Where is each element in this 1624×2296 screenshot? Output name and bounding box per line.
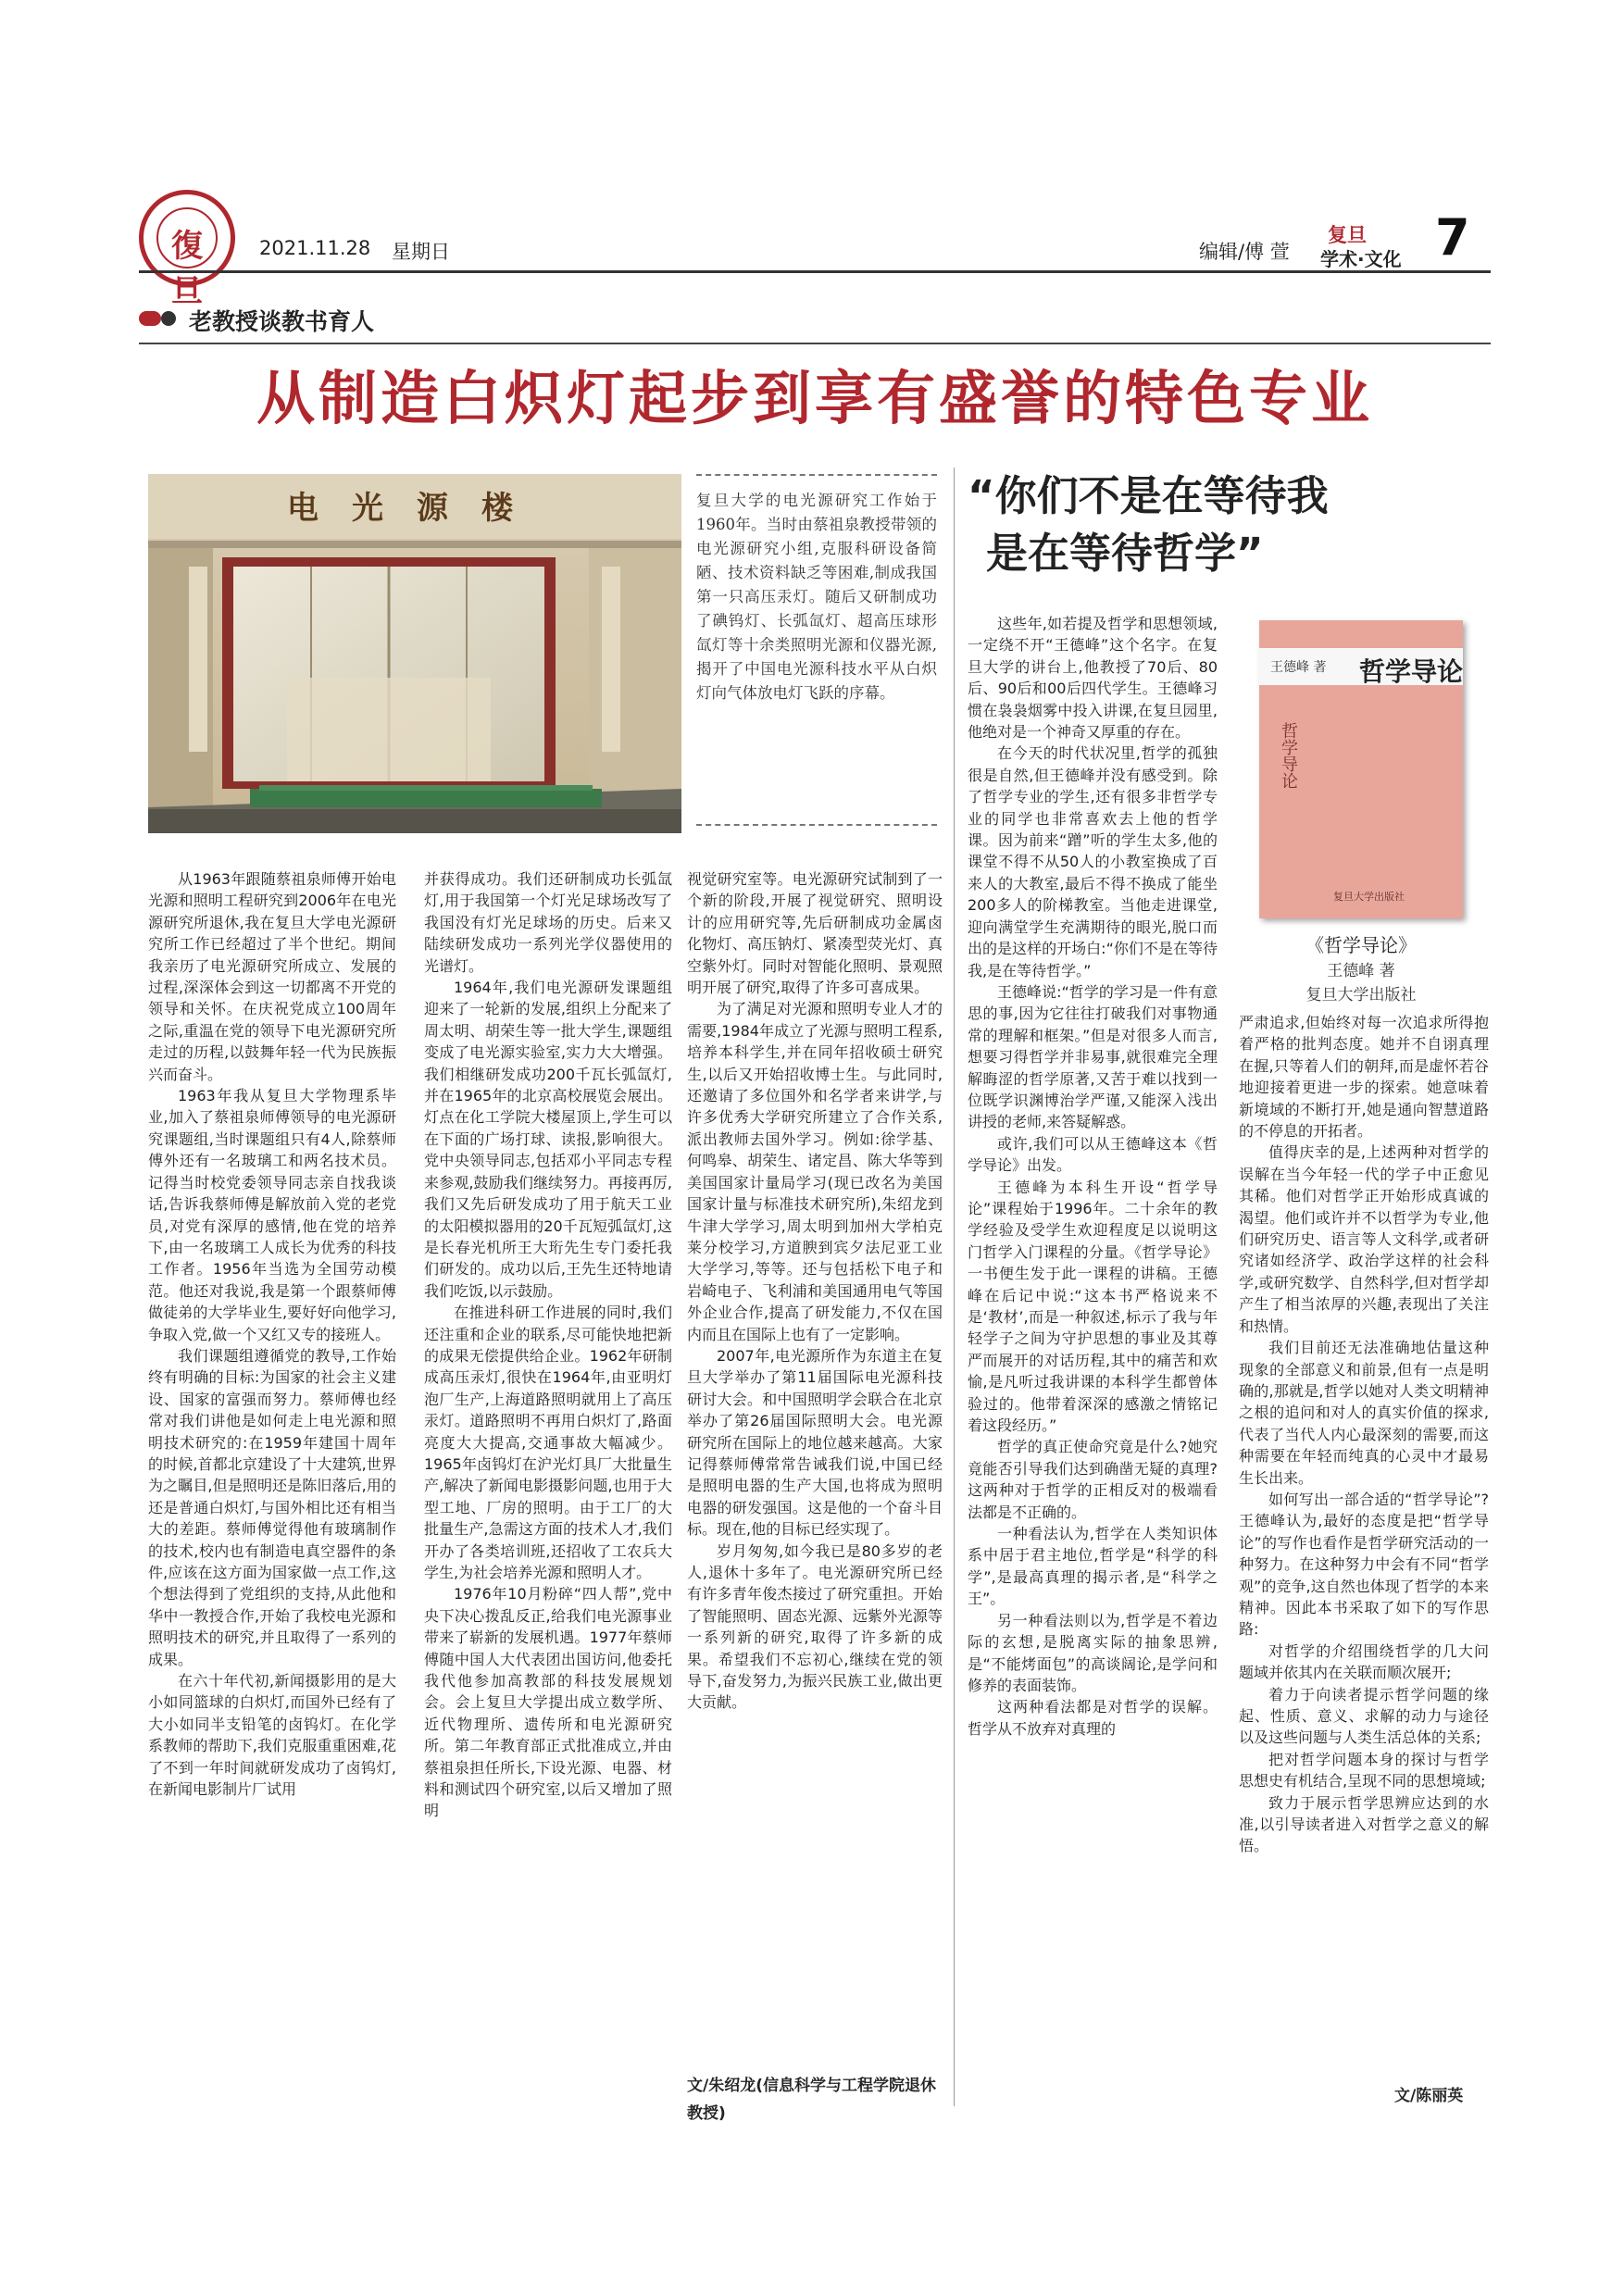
page-number: 7 <box>1435 208 1470 267</box>
article-headline: 从制造白炽灯起步到享有盛誉的特色专业 <box>256 365 1373 432</box>
logo-text: 復旦 <box>171 228 203 310</box>
masthead-section: 学术·文化 <box>1320 248 1402 270</box>
tag-rule <box>139 343 1491 344</box>
editor-credit: 编辑/傅 萱 <box>1199 241 1290 263</box>
paragraph: 着力于向读者提示哲学问题的缘起、性质、意义、求解的动力与途径以及这些问题与人类生活总体的关系; <box>1239 1685 1489 1747</box>
paragraph: 在推进科研工作进展的同时,我们还注重和企业的联系,尽可能快地把新的成果无偿提供给企业。1962年研制成高压汞灯,很快在1964年,由亚明灯泡厂生产,上海道路照明就用上了高压汞灯。道路照明不再用白炽灯了,路面亮度大大提高,交通事故大幅减少。1965年卤钨灯在沪光灯具厂大批量生产,解决了新闻电影摄影问题,也用于大型工地、厂房的照明。由于工厂的大批量生产,急需这方面的技术人才,我们开办了各类培训班,还招收了工农兵大学生,为社会培养光源和照明人才。 <box>424 1304 672 1581</box>
column-tag: 老教授谈教书育人 <box>189 308 375 335</box>
paragraph: 2007年,电光源所作为东道主在复旦大学举办了第11届国际电光源科技研讨大会。和中国照明学会联合在北京举办了第26届国际照明大会。电光源研究所在国际上的地位越来越高。大家记得蔡师傅常常告诫我们说,中国已经是照明电器的生产大国,也将成为照明电器的研发强国。这是他的一个奋斗目标。现在,他的目标已经实现了。 <box>687 1346 943 1539</box>
sidebar-headline <box>968 468 1486 582</box>
book-title: 《哲学导论》 <box>1305 934 1417 956</box>
paragraph: 我们课题组遵循党的教导,工作始终有明确的目标:为国家的社会主义建设、国家的富强而努力。蔡师傅也经常对我们讲他是如何走上电光源和照明技术研究的:在1959年建国十周年的时候,首都北京建设了十大建筑,世界为之瞩目,但是照明还是陈旧落后,用的还是普通白炽灯,与国外相比还有相当大的差距。蔡师傅觉得他有玻璃制作的技术,校内也有制造电真空器件的条件,应该在这方面为国家做一点工作,这个想法得到了党组织的支持,从此他和华中一教授合作,开始了我校电光源和照明技术的研究,并且取得了一系列的成果。 <box>148 1346 396 1668</box>
paragraph: 1976年10月粉碎“四人帮”,党中央下决心拨乱反正,给我们电光源事业带来了崭新的发展机遇。1977年蔡师傅随中国人大代表团出国访问,他委托我代他参加高教部的科技发展规划会。会上复旦大学提出成立数学所、近代物理所、遗传所和电光源研究所。第二年教育部正式批准成立,并由蔡祖泉担任所长,下设光源、电器、材料和测试四个研究室,以后又增加了照明 <box>424 1585 672 1820</box>
paragraph-continued: 并获得成功。我们还研制成功长弧氙灯,用于我国第一个灯光足球场改写了我国没有灯光足球场的历史。后来又陆续研发成功一系列光学仪器使用的光谱灯。 <box>424 870 672 975</box>
article-column-3 <box>687 868 943 1714</box>
tag-marker-red <box>139 311 161 326</box>
paragraph: 或许,我们可以从王德峰这本《哲学导论》出发。 <box>968 1134 1218 1175</box>
tag-marker-dark <box>161 311 176 326</box>
paragraph-continued: 严肃追求,但始终对每一次追求所得抱着严格的批判态度。她并不自诩真理在握,只等着人们的朝拜,而是虚怀若谷地迎接着更进一步的探索。她意味着新境域的不断打开,她是通向智慧道路的不停息的开拓者。 <box>1239 1014 1489 1141</box>
sidebar-column-2 <box>1239 1012 1489 1857</box>
paragraph: 在今天的时代状况里,哲学的孤独很是自然,但王德峰并没有感受到。除了哲学专业的学生,还有很多非哲学专业的同学也非常喜欢去上他的哲学课。因为前来“蹭”听的学生太多,他的课堂不得不从50人的小教室换成了百来人的大教室,最后不得不换成了能坐200多人的阶梯教室。当他走进课堂,迎向满堂学生充满期待的眼光,脱口而出的是这样的开场白:“你们不是在等待我,是在等待哲学。” <box>968 744 1218 980</box>
paragraph-continued: 视觉研究室等。电光源研究试制到了一个新的阶段,开展了视觉研究、照明设计的应用研究等,先后研制成功金属卤化物灯、高压钠灯、紧凑型荧光灯、真空紫外灯。同时对智能化照明、景观照明开展了研究,取得了许多可喜成果。 <box>687 870 943 997</box>
paragraph: 在六十年代初,新闻摄影用的是大小如同篮球的白炽灯,而国外已经有了大小如同半支铅笔的卤钨灯。在化学系教师的帮助下,我们克服重重困难,花了不到一年时间就研发成功了卤钨灯,在新闻电影制片厂试用 <box>148 1672 396 1799</box>
book-cover-author: 王德峰 著 <box>1270 660 1327 675</box>
photo-sign-text: 电光源楼 <box>287 490 546 527</box>
paragraph: 值得庆幸的是,上述两种对哲学的误解在当今年轻一代的学子中正愈见其稀。他们对哲学正开始形成真诚的渴望。他们或许并不以哲学为专业,他们研究历史、语言等人文科学,或者研究诸如经济学、政治学这样的社会科学,或研究数学、自然科学,但对哲学却产生了相当浓厚的兴趣,表现出了关注和热情。 <box>1239 1143 1489 1335</box>
book-author: 王德峰 著 <box>1327 962 1395 980</box>
paragraph: 王德峰为本科生开设“哲学导论”课程始于1996年。二十余年的教学经验及受学生欢迎程度足以说明这门哲学入门课程的分量。《哲学导论》一书便生发于此一课程的讲稿。王德峰在后记中说:“这本书严格说来不是‘教材’,而是一种叙述,标示了我与年轻学子之间为守护思想的事业及其尊严而展开的对话历程,其中的痛苦和欢愉,是凡听过我讲课的本科学生都曾体验过的。他带着深深的感激之情铭记着这段经历。” <box>968 1178 1218 1435</box>
article-intro: 复旦大学的电光源研究工作始于1960年。当时由蔡祖泉教授带领的电光源研究小组,克服科研设备简陋、技术资料缺乏等困难,制成我国第一只高压汞灯。随后又研制成功了碘钨灯、长弧氙灯、超高压球形氙灯等十余类照明光源和仪器光源,揭开了中国电光源科技水平从白炽灯向气体放电灯飞跃的序幕。 <box>696 492 937 702</box>
masthead-brand: 复旦 <box>1328 223 1367 246</box>
book-cover-title: 哲学导论 <box>1359 656 1464 687</box>
paragraph: 这两种看法都是对哲学的误解。哲学从不放弃对真理的 <box>968 1698 1218 1738</box>
book-publisher: 复旦大学出版社 <box>1305 986 1417 1004</box>
article-column-2 <box>424 868 672 1822</box>
paragraph: 一种看法认为,哲学在人类知识体系中居于君主地位,哲学是“科学的科学”,是最高真理的揭示者,是“科学之王”。 <box>968 1525 1218 1608</box>
logo-inner-ring <box>156 207 218 310</box>
column-divider <box>954 468 955 2106</box>
paragraph: 另一种看法则以为,哲学是不着边际的玄想,是脱离实际的抽象思辨,是“不能烤面包”的高谈阔论,是学问和修养的表面装饰。 <box>968 1611 1218 1694</box>
paragraph: 如何写出一部合适的“哲学导论”?王德峰认为,最好的态度是把“哲学导论”的写作也看作是哲学研究活动的一种努力。在这种努力中会有不同“哲学观”的竞争,这自然也体现了哲学的本来精神。因此本书采取了如下的写作思路: <box>1239 1490 1489 1639</box>
paragraph: 1963年我从复旦大学物理系毕业,加入了蔡祖泉师傅领导的电光源研究课题组,当时课题组只有4人,除蔡师傅外还有一名玻璃工和两名技术员。记得当时校党委领导同志亲自找我谈话,告诉我蔡师傅是解放前入党的老党员,对党有深厚的感情,他在党的培养下,由一名玻璃工人成长为优秀的科技工作者。1956年当选为全国劳动模范。他还对我说,我是第一个跟蔡师傅做徒弟的大学毕业生,要好好向他学习,争取入党,做一个又红又专的接班人。 <box>148 1087 396 1343</box>
paragraph: 为了满足对光源和照明专业人才的需要,1984年成立了光源与照明工程系,培养本科学生,并在同年招收硕士研究生,以后又开始招收博士生。与此同时,还邀请了多位国外和名学者来讲学,与许多优秀大学研究所建立了合作关系,派出教师去国外学习。例如:徐学基、何鸣皋、胡荣生、诸定昌、陈大华等到美国国家计量局学习(现已改名为美国国家计量与标准技术研究所),朱绍龙到牛津大学学习,周太明到加州大学柏克莱分校学习,方道腴到宾夕法尼亚工业大学学习,等等。还与包括松下电子和岩崎电子、飞利浦和美国通用电气等国外企业合作,提高了研发能力,不仅在国内而且在国际上也有了一定影响。 <box>687 1000 943 1343</box>
intro-top-rule <box>696 474 937 476</box>
sidebar-column-1 <box>968 613 1218 1740</box>
intro-bottom-rule <box>696 824 937 826</box>
article-column-1 <box>148 868 396 1800</box>
article-byline: 文/朱绍龙(信息科学与工程学院退休教授) <box>687 2077 936 2123</box>
paragraph: 哲学的真正使命究竟是什么?她究竟能否引导我们达到确凿无疑的真理?这两种对于哲学的正相反对的极端看法都是不正确的。 <box>968 1438 1218 1521</box>
building-entrance-photo <box>148 474 681 833</box>
book-cover-image <box>1259 620 1463 918</box>
paragraph: 王德峰说:“哲学的学习是一件有意思的事,因为它往往打破我们对事物通常的理解和框架。”但是对很多人而言,想要习得哲学并非易事,就很难完全理解晦涩的哲学原著,又苦于难以找到一位既学识渊博治学严谨,又能深入浅出讲授的老师,来答疑解惑。 <box>968 982 1218 1131</box>
book-cover-publisher: 复旦大学出版社 <box>1333 891 1405 903</box>
sidebar-byline: 文/陈丽英 <box>1394 2087 1464 2105</box>
publication-date: 2021.11.28 <box>259 237 371 259</box>
weekday: 星期日 <box>392 241 450 263</box>
paragraph: 岁月匆匆,如今我已是80多岁的老人,退休十多年了。电光源研究所已经有许多青年俊杰接过了研究重担。开始了智能照明、固态光源、远紫外光源等一系列新的研究,取得了许多新的成果。希望我们不忘初心,继续在党的领导下,奋发努力,为振兴民族工业,做出更大贡献。 <box>687 1541 943 1712</box>
paragraph: 1964年,我们电光源研发课题组迎来了一轮新的发展,组织上分配来了周太明、胡荣生等一批大学生,课题组变成了电光源实验室,实力大大增强。我们相继研发成功200千瓦长弧氙灯,并在1965年的北京高校展览会展出。灯点在化工学院大楼屋顶上,学生可以在下面的广场打球、读报,影响很大。党中央领导同志,包括邓小平同志专程来参观,鼓励我们继续努力。再接再厉,我们又先后研发成功了用于航天工业的太阳模拟器用的20千瓦短弧氙灯,这是长春光机所王大珩先生专门委托我们研发的。成功以后,王先生还特地请我们吃饭,以示鼓励。 <box>424 979 672 1300</box>
header-rule <box>139 270 1491 273</box>
sidebar-headline-line-2: 是在等待哲学” <box>986 529 1264 578</box>
sidebar-headline-line-1: “你们不是在等待我 <box>968 471 1329 520</box>
paragraph: 从1963年跟随蔡祖泉师傅开始电光源和照明工程研究到2006年在电光源研究所退休,我在复旦大学电光源研究所工作已经超过了半个世纪。期间我亲历了电光源研究所成立、发展的过程,深深体会到这一切都离不开党的领导和关怀。在庆祝党成立100周年之际,重温在党的领导下电光源研究所走过的历程,以鼓舞年轻一代为民族振兴而奋斗。 <box>148 870 396 1083</box>
paragraph: 我们目前还无法准确地估量这种现象的全部意义和前景,但有一点是明确的,那就是,哲学以她对人类文明精神之根的追问和对人的真实价值的探求,代表了当代人内心最深刻的需要,而这种需要在年轻而纯真的心灵中才最易生长出来。 <box>1239 1339 1489 1487</box>
paragraph: 这些年,如若提及哲学和思想领域,一定绕不开“王德峰”这个名字。在复旦大学的讲台上,他教授了70后、80后、90后和00后四代学生。王德峰习惯在袅袅烟雾中投入讲课,在复旦园里,他绝对是一个神奇又厚重的存在。 <box>968 615 1218 742</box>
paragraph: 把对哲学问题本身的探讨与哲学思想史有机结合,呈现不同的思想境域; <box>1239 1750 1489 1791</box>
book-cover-vertical-title: 哲学导论 <box>1279 722 1298 789</box>
paragraph: 对哲学的介绍围绕哲学的几大问题域并依其内在关联而顺次展开; <box>1239 1641 1489 1682</box>
paragraph: 致力于展示哲学思辨应达到的水准,以引导读者进入对哲学之意义的解悟。 <box>1239 1793 1489 1855</box>
